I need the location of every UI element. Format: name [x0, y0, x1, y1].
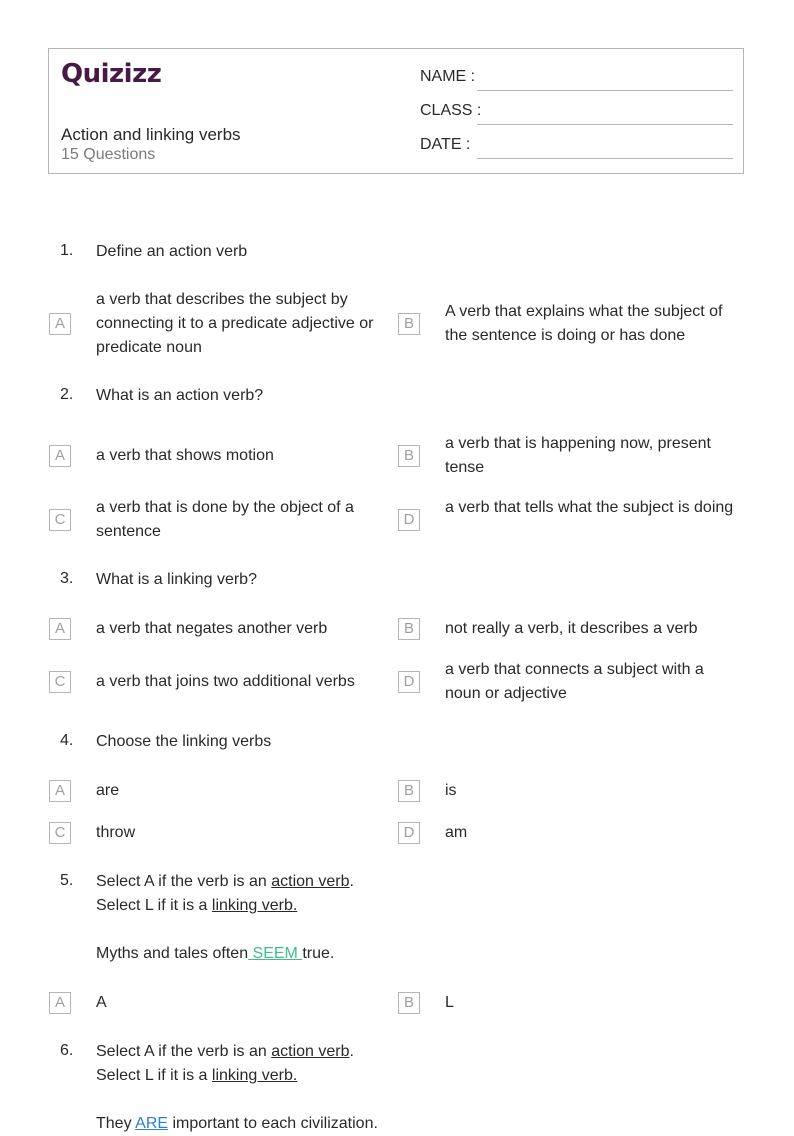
date-line[interactable] — [477, 158, 733, 159]
option-text: am — [445, 824, 468, 841]
option-box[interactable]: A — [49, 992, 71, 1014]
class-line[interactable] — [477, 124, 733, 125]
option-text: A verb that explains what the subject of the sentence is doing or has done — [445, 303, 723, 344]
name-label: NAME : — [420, 68, 476, 85]
option-box[interactable]: B — [398, 780, 420, 802]
option-box[interactable]: A — [49, 780, 71, 802]
option-box[interactable]: A — [49, 618, 71, 640]
option-box[interactable]: B — [398, 992, 420, 1014]
option-box[interactable]: B — [398, 618, 420, 640]
question-text — [96, 1040, 656, 1136]
option-text: a verb that is done by the object of a sentence — [96, 499, 354, 540]
option-box[interactable]: B — [398, 445, 420, 467]
option-text: a verb that joins two additional verbs — [96, 673, 355, 690]
option-text: a verb that tells what the subject is doing — [445, 499, 734, 516]
option-box[interactable]: C — [49, 822, 71, 844]
option-text: A — [96, 994, 107, 1011]
question-number: 5. — [60, 872, 74, 889]
option-box[interactable]: A — [49, 313, 71, 335]
option-box[interactable]: D — [398, 822, 420, 844]
question-text: What is an action verb? — [96, 387, 264, 404]
option-box[interactable]: D — [398, 509, 420, 531]
date-label: DATE : — [420, 136, 471, 153]
highlighted-verb: SEEM — [248, 945, 303, 962]
option-text: is — [445, 782, 457, 799]
question-text — [96, 870, 656, 966]
instruction-line-1: Select A if the verb is an action verb. — [96, 1043, 354, 1060]
instruction-line-2: Select L if it is a linking verb. — [96, 1067, 298, 1084]
quizizz-logo: Quizizz — [61, 59, 162, 89]
option-text: not really a verb, it describes a verb — [445, 620, 698, 637]
name-line[interactable] — [477, 90, 733, 91]
option-box[interactable]: C — [49, 671, 71, 693]
highlighted-verb: ARE — [135, 1115, 169, 1132]
question-number: 4. — [60, 732, 74, 749]
question-number: 3. — [60, 570, 74, 587]
question-number: 2. — [60, 386, 74, 403]
example-sentence: They ARE important to each civilization. — [96, 1115, 378, 1132]
option-text: a verb that is happening now, present tense — [445, 435, 711, 476]
example-sentence: Myths and tales often SEEM true. — [96, 945, 335, 962]
question-text: Choose the linking verbs — [96, 733, 272, 750]
option-text: a verb that negates another verb — [96, 620, 328, 637]
option-text: a verb that connects a subject with a noun or adjective — [445, 661, 704, 702]
instruction-line-2: Select L if it is a linking verb. — [96, 897, 298, 914]
option-box[interactable]: D — [398, 671, 420, 693]
option-box[interactable]: A — [49, 445, 71, 467]
worksheet-header — [48, 48, 744, 174]
class-label: CLASS : — [420, 102, 482, 119]
instruction-line-1: Select A if the verb is an action verb. — [96, 873, 354, 890]
question-text: What is a linking verb? — [96, 571, 257, 588]
option-text: are — [96, 782, 120, 799]
option-text: a verb that describes the subject by connecting it to a predicate adjective or predicate noun — [96, 291, 374, 356]
question-count: 15 Questions — [61, 146, 156, 163]
question-text: Define an action verb — [96, 243, 248, 260]
question-number: 1. — [60, 242, 74, 259]
option-box[interactable]: B — [398, 313, 420, 335]
option-box[interactable]: C — [49, 509, 71, 531]
worksheet-title: Action and linking verbs — [61, 125, 241, 144]
option-text: throw — [96, 824, 136, 841]
option-text: a verb that shows motion — [96, 447, 274, 464]
option-text: L — [445, 994, 454, 1011]
question-number: 6. — [60, 1042, 74, 1059]
